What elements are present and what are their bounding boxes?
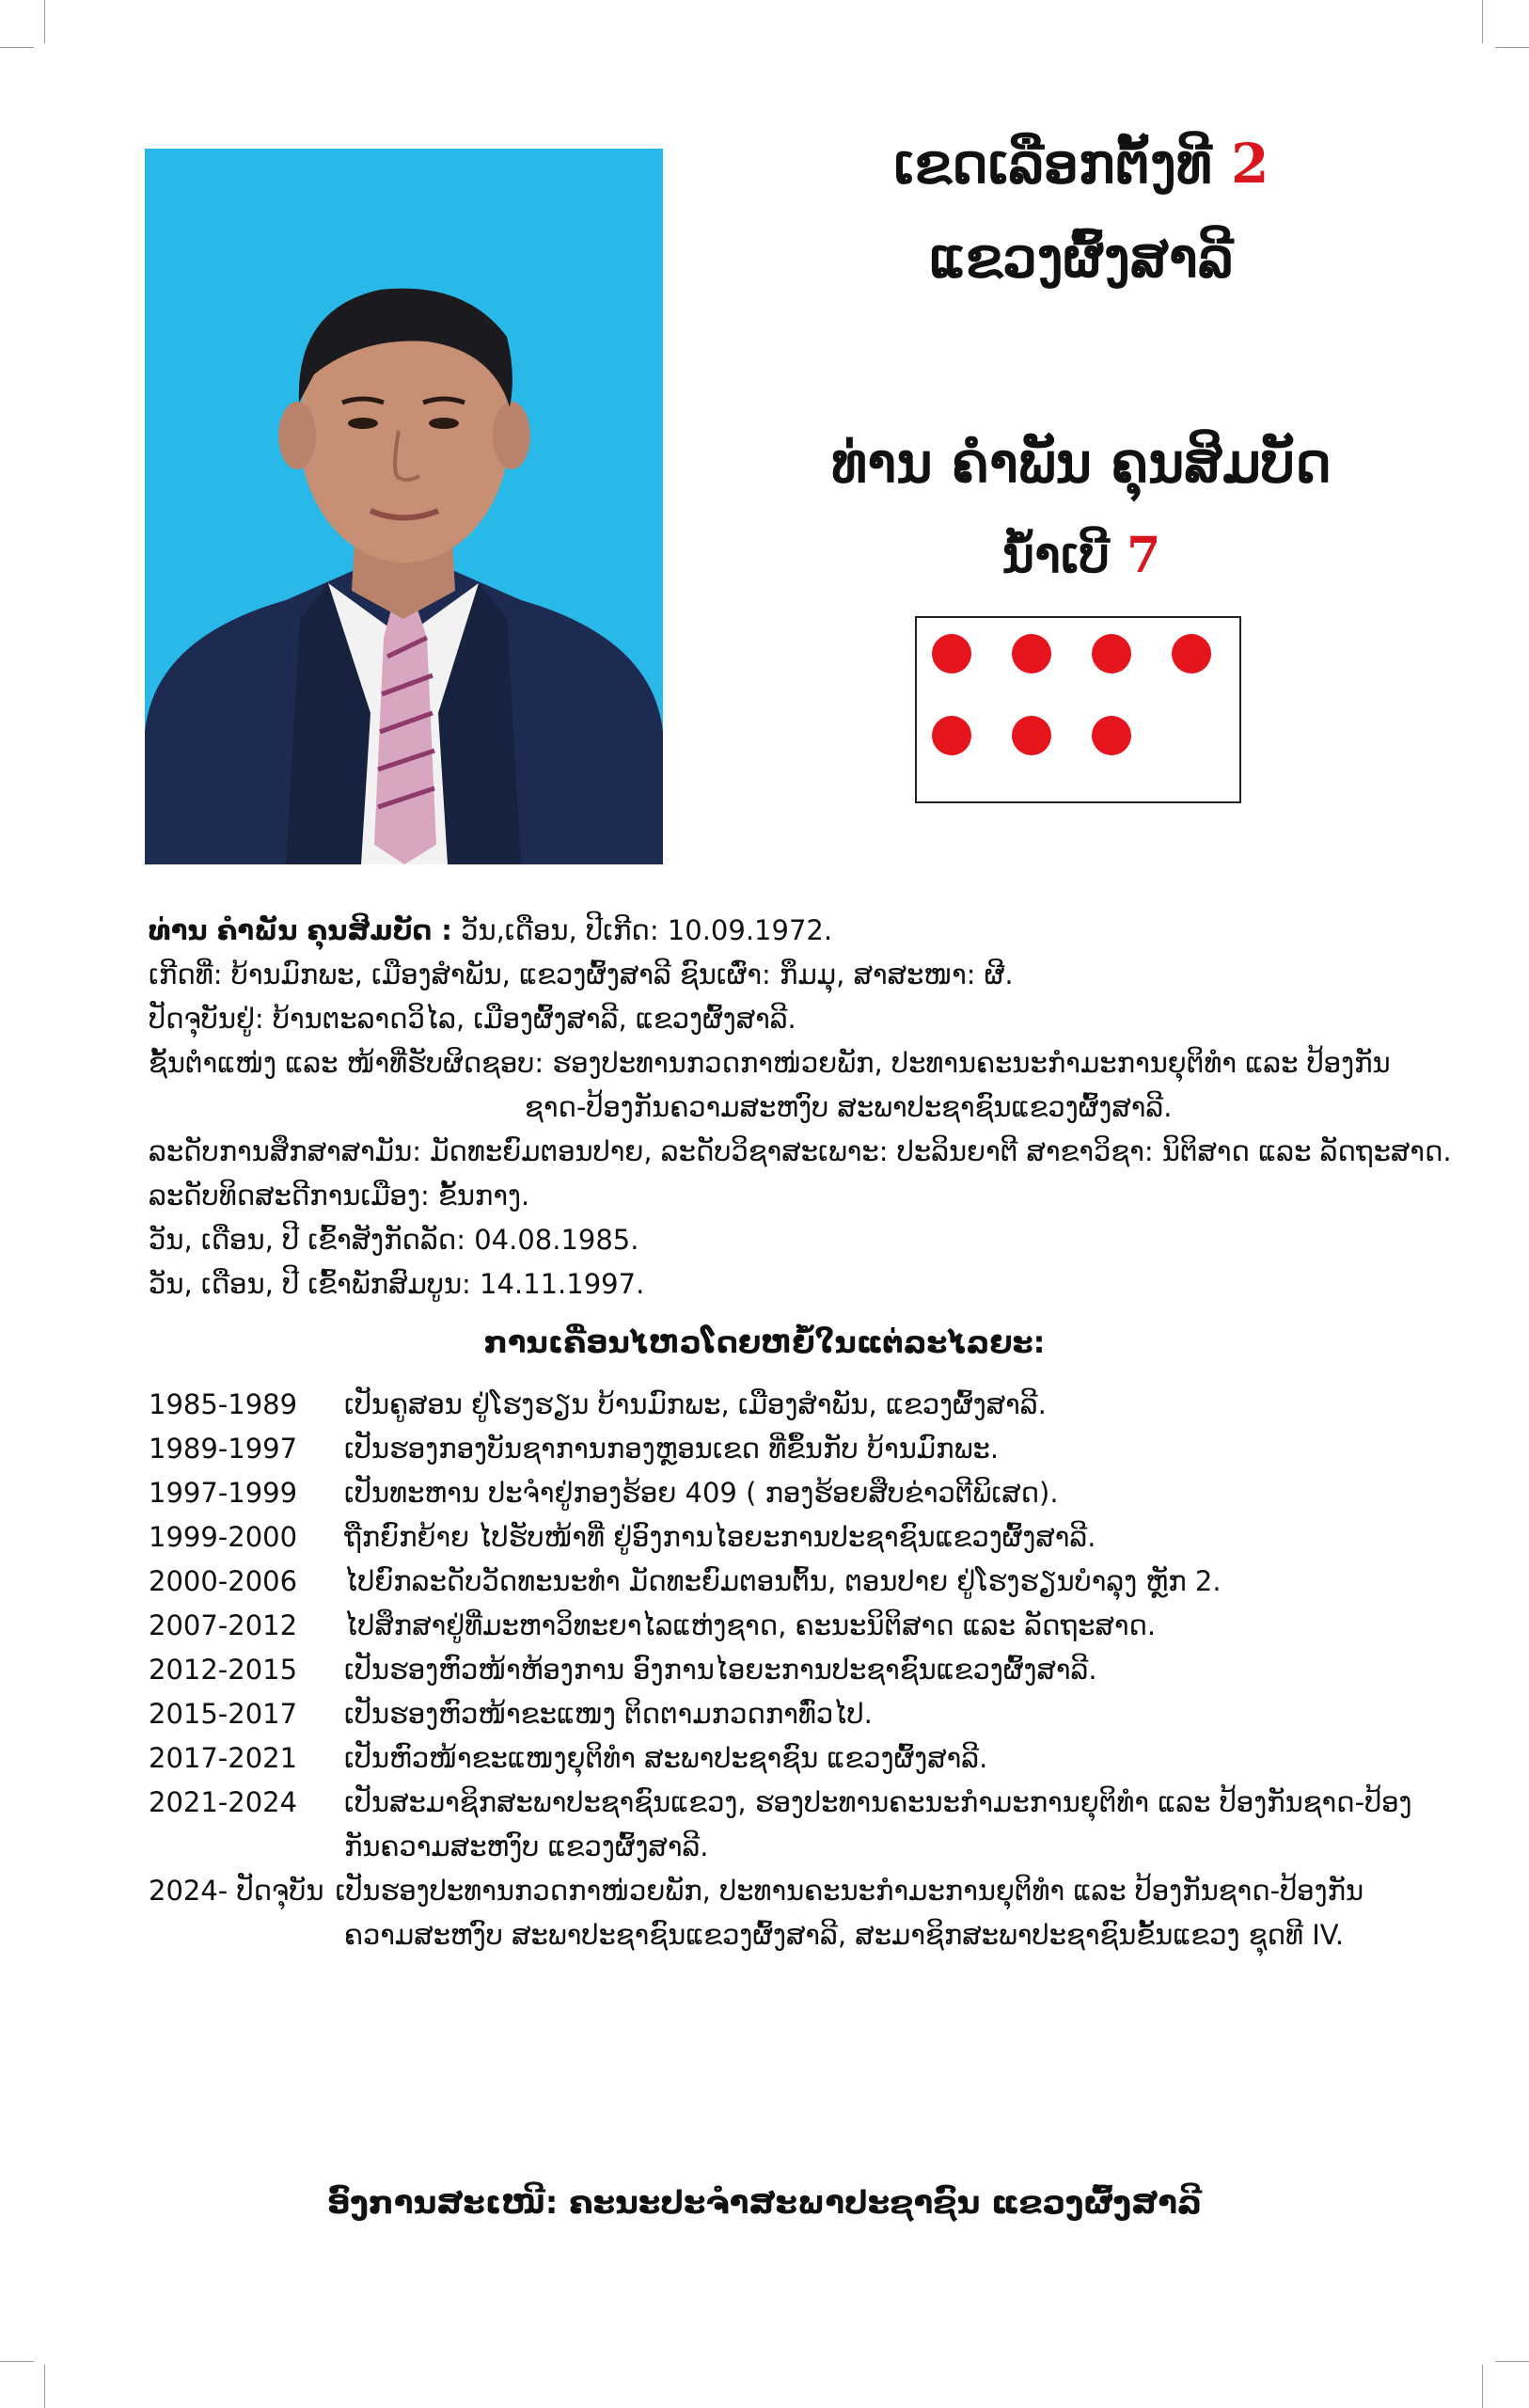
crop-mark	[1495, 47, 1529, 48]
bio-birth-date: ວັນ,ເດືອນ, ປີເກີດ: 10.09.1972.	[461, 914, 833, 946]
ballot-dots-box	[915, 616, 1241, 803]
timeline-text: ເປັນຮອງປະທານກວດກາໜ່ວຍພັກ, ປະທານຄະນະກຳມະການຍຸຕິທຳ ແລະ ປ້ອງກັນຊາດ-ປ້ອງກັນ	[335, 1875, 1364, 1907]
ballot-dot	[1012, 634, 1051, 673]
bio-political-theory: ລະດັບທິດສະດີການເມືອງ: ຂັ້ນກາງ.	[149, 1180, 530, 1212]
timeline-text: ເປັນຮອງຫົວໜ້າຫ້ອງການ ອົງການໄອຍະການປະຊາຊົນແຂວງຜົ້ງສາລີ.	[344, 1654, 1097, 1686]
province-name: ແຂວງຜົ້ງສາລີ	[929, 226, 1234, 290]
timeline-item	[149, 1560, 1446, 1604]
bio-name-line	[149, 909, 1399, 952]
bio-position: ຊັ້ນຕຳແໜ່ງ ແລະ ໜ້າທີ່ຮັບຜິດຊອບ: ຮອງປະທານກວດກາໜ່ວຍພັກ, ປະທານຄະນະກຳມະການຍຸຕິທຳ ແລະ ປ້ອງກັນ	[149, 1047, 1391, 1079]
ballot-dot	[932, 716, 971, 755]
ballot-dot	[932, 634, 971, 673]
timeline-period: 2021-2024	[149, 1786, 298, 1818]
timeline-text: ໄປສຶກສາຢູ່ທີ່ມະຫາວິທະຍາໄລແຫ່ງຊາດ, ຄະນະນິຕິສາດ ແລະ ລັດຖະສາດ.	[344, 1609, 1157, 1641]
timeline-item	[149, 1471, 1446, 1515]
timeline-item	[149, 1692, 1446, 1736]
timeline-item	[149, 1427, 1446, 1471]
candidate-photo	[145, 149, 663, 864]
timeline-text: ຖືກຍົກຍ້າຍ ໄປຮັບໜ້າທີ່ ຢູ່ອົງການໄອຍະການປະຊາຊົນແຂວງຜົ້ງສາລີ.	[344, 1521, 1096, 1553]
ballot-label: ນ້ຳເບີ	[1001, 527, 1110, 584]
timeline-item	[149, 1383, 1446, 1427]
bio-education: ລະດັບການສຶກສາສາມັນ: ມັດທະຍົມຕອນປາຍ, ລະດັບວິຊາສະເພາະ: ປະລິນຍາຕີ ສາຂາວິຊາ: ນິຕິສາດ ແລະ ລັດຖະສາດ.	[149, 1135, 1452, 1167]
ballot-dot	[1012, 716, 1051, 755]
timeline-text: ເປັນຫົວໜ້າຂະແໜງຍຸຕິທຳ ສະພາປະຊາຊົນ ແຂວງຜົ້ງສາລີ.	[344, 1742, 988, 1774]
timeline-item	[149, 1781, 1446, 1825]
timeline-period: 1999-2000	[149, 1521, 298, 1553]
timeline-text: ເປັນທະຫານ ປະຈຳຢູ່ກອງຮ້ອຍ 409 ( ກອງຮ້ອຍສືບຂ່າວຕີພິເສດ).	[344, 1477, 1059, 1509]
timeline-text-cont: ຄວາມສະຫງົບ ສະພາປະຊາຊົນແຂວງຜົ້ງສາລີ, ສະມາຊິກສະພາປະຊາຊົນຂັ້ນແຂວງ ຊຸດທີ IV.	[344, 1919, 1345, 1951]
crop-mark	[1482, 0, 1483, 43]
bio-state-service-date: ວັນ, ເດືອນ, ປີ ເຂົ້າສັງກັດລັດ: 04.08.1985.	[149, 1224, 639, 1256]
crop-mark	[1482, 2365, 1483, 2408]
timeline-period: 1989-1997	[149, 1433, 298, 1465]
candidate-name: ທ່ານ ຄຳພັນ ຄຸນສິມບັດ	[831, 431, 1332, 495]
district-label: ເຂດເລືອກຕັ້ງທີ	[893, 132, 1212, 196]
ballot-dot	[1092, 716, 1131, 755]
timeline-text-cont: ກັນຄວາມສະຫງົບ ແຂວງຜົ້ງສາລີ.	[344, 1830, 709, 1862]
timeline-period: 2012-2015	[149, 1654, 298, 1686]
timeline-item	[149, 1736, 1446, 1781]
ballot-number	[733, 527, 1429, 584]
timeline-period: 1985-1989	[149, 1388, 298, 1420]
crop-mark	[44, 2365, 45, 2408]
timeline-title: ການເຄື່ອນໄຫວໂດຍຫຍໍ້ໃນແຕ່ລະໄລຍະ:	[483, 1324, 1046, 1360]
bio-birthplace: ເກີດທີ່: ບ້ານມົກພະ, ເມືອງສຳພັນ, ແຂວງຜົ້ງສາລີ ຊົນເຜົ່າ: ກຶມມຸ, ສາສະໜາ: ຜີ.	[149, 958, 1014, 990]
crop-mark	[0, 47, 34, 48]
timeline-item	[149, 1515, 1446, 1560]
timeline-text: ເປັນສະມາຊິກສະພາປະຊາຊົນແຂວງ, ຮອງປະທານຄະນະກຳມະການຍຸຕິທຳ ແລະ ປ້ອງກັນຊາດ-ປ້ອງ	[344, 1786, 1412, 1818]
timeline-list	[149, 1383, 1446, 1957]
timeline-period: 2024- ປັດຈຸບັນ	[149, 1875, 324, 1907]
ballot-dot	[1172, 634, 1211, 673]
nominating-body: ອົງການສະເໜີ: ຄະນະປະຈຳສະພາປະຊາຊົນ ແຂວງຜົ້ງສາລີ	[326, 2184, 1203, 2222]
district-number: 2	[1231, 132, 1269, 196]
timeline-period: 2015-2017	[149, 1698, 298, 1730]
electoral-district	[733, 132, 1429, 196]
ballot-dot	[1092, 634, 1131, 673]
timeline-text: ເປັນຮອງກອງບັນຊາການກອງຫຼອນເຂດ ທີ່ຂຶ້ນກັບ ບ້ານມົກພະ.	[344, 1433, 1000, 1465]
bio-position-cont: ຊາດ-ປ້ອງກັນຄວາມສະຫງົບ ສະພາປະຊາຊົນແຂວງຜົ້ງສາລີ.	[525, 1091, 1173, 1123]
timeline-item	[149, 1604, 1446, 1648]
bio-party-date: ວັນ, ເດືອນ, ປີ ເຂົ້າພັກສົມບູນ: 14.11.1997.	[149, 1268, 645, 1300]
timeline-text: ເປັນຄູສອນ ຢູ່ໂຮງຮຽນ ບ້ານມົກພະ, ເມືອງສຳພັນ, ແຂວງຜົ້ງສາລີ.	[344, 1388, 1047, 1420]
timeline-item	[149, 1648, 1446, 1692]
timeline-period: 1997-1999	[149, 1477, 298, 1509]
timeline-item	[149, 1869, 1446, 1913]
timeline-period: 2017-2021	[149, 1742, 298, 1774]
bio-residence: ປັດຈຸບັນຢູ່: ບ້ານຕະລາດວິໄລ, ເມືອງຜົ້ງສາລີ, ແຂວງຜົ້ງສາລີ.	[149, 1003, 796, 1035]
timeline-period: 2000-2006	[149, 1565, 298, 1597]
timeline-period: 2007-2012	[149, 1609, 298, 1641]
bio-name: ທ່ານ ຄຳພັນ ຄຸນສິມບັດ :	[149, 914, 452, 946]
timeline-text: ໄປຍົກລະດັບວັດທະນະທຳ ມັດທະຍົມຕອນຕົ້ນ, ຕອນປາຍ ຢູ່ໂຮງຮຽນບຳລຸງ ຫຼັກ 2.	[344, 1565, 1222, 1597]
timeline-text: ເປັນຮອງຫົວໜ້າຂະແໜງ ຕິດຕາມກວດກາທົ່ວໄປ.	[344, 1698, 873, 1730]
crop-mark	[0, 2361, 34, 2362]
crop-mark	[1495, 2361, 1529, 2362]
ballot-number-value: 7	[1127, 527, 1161, 584]
crop-mark	[44, 0, 45, 43]
